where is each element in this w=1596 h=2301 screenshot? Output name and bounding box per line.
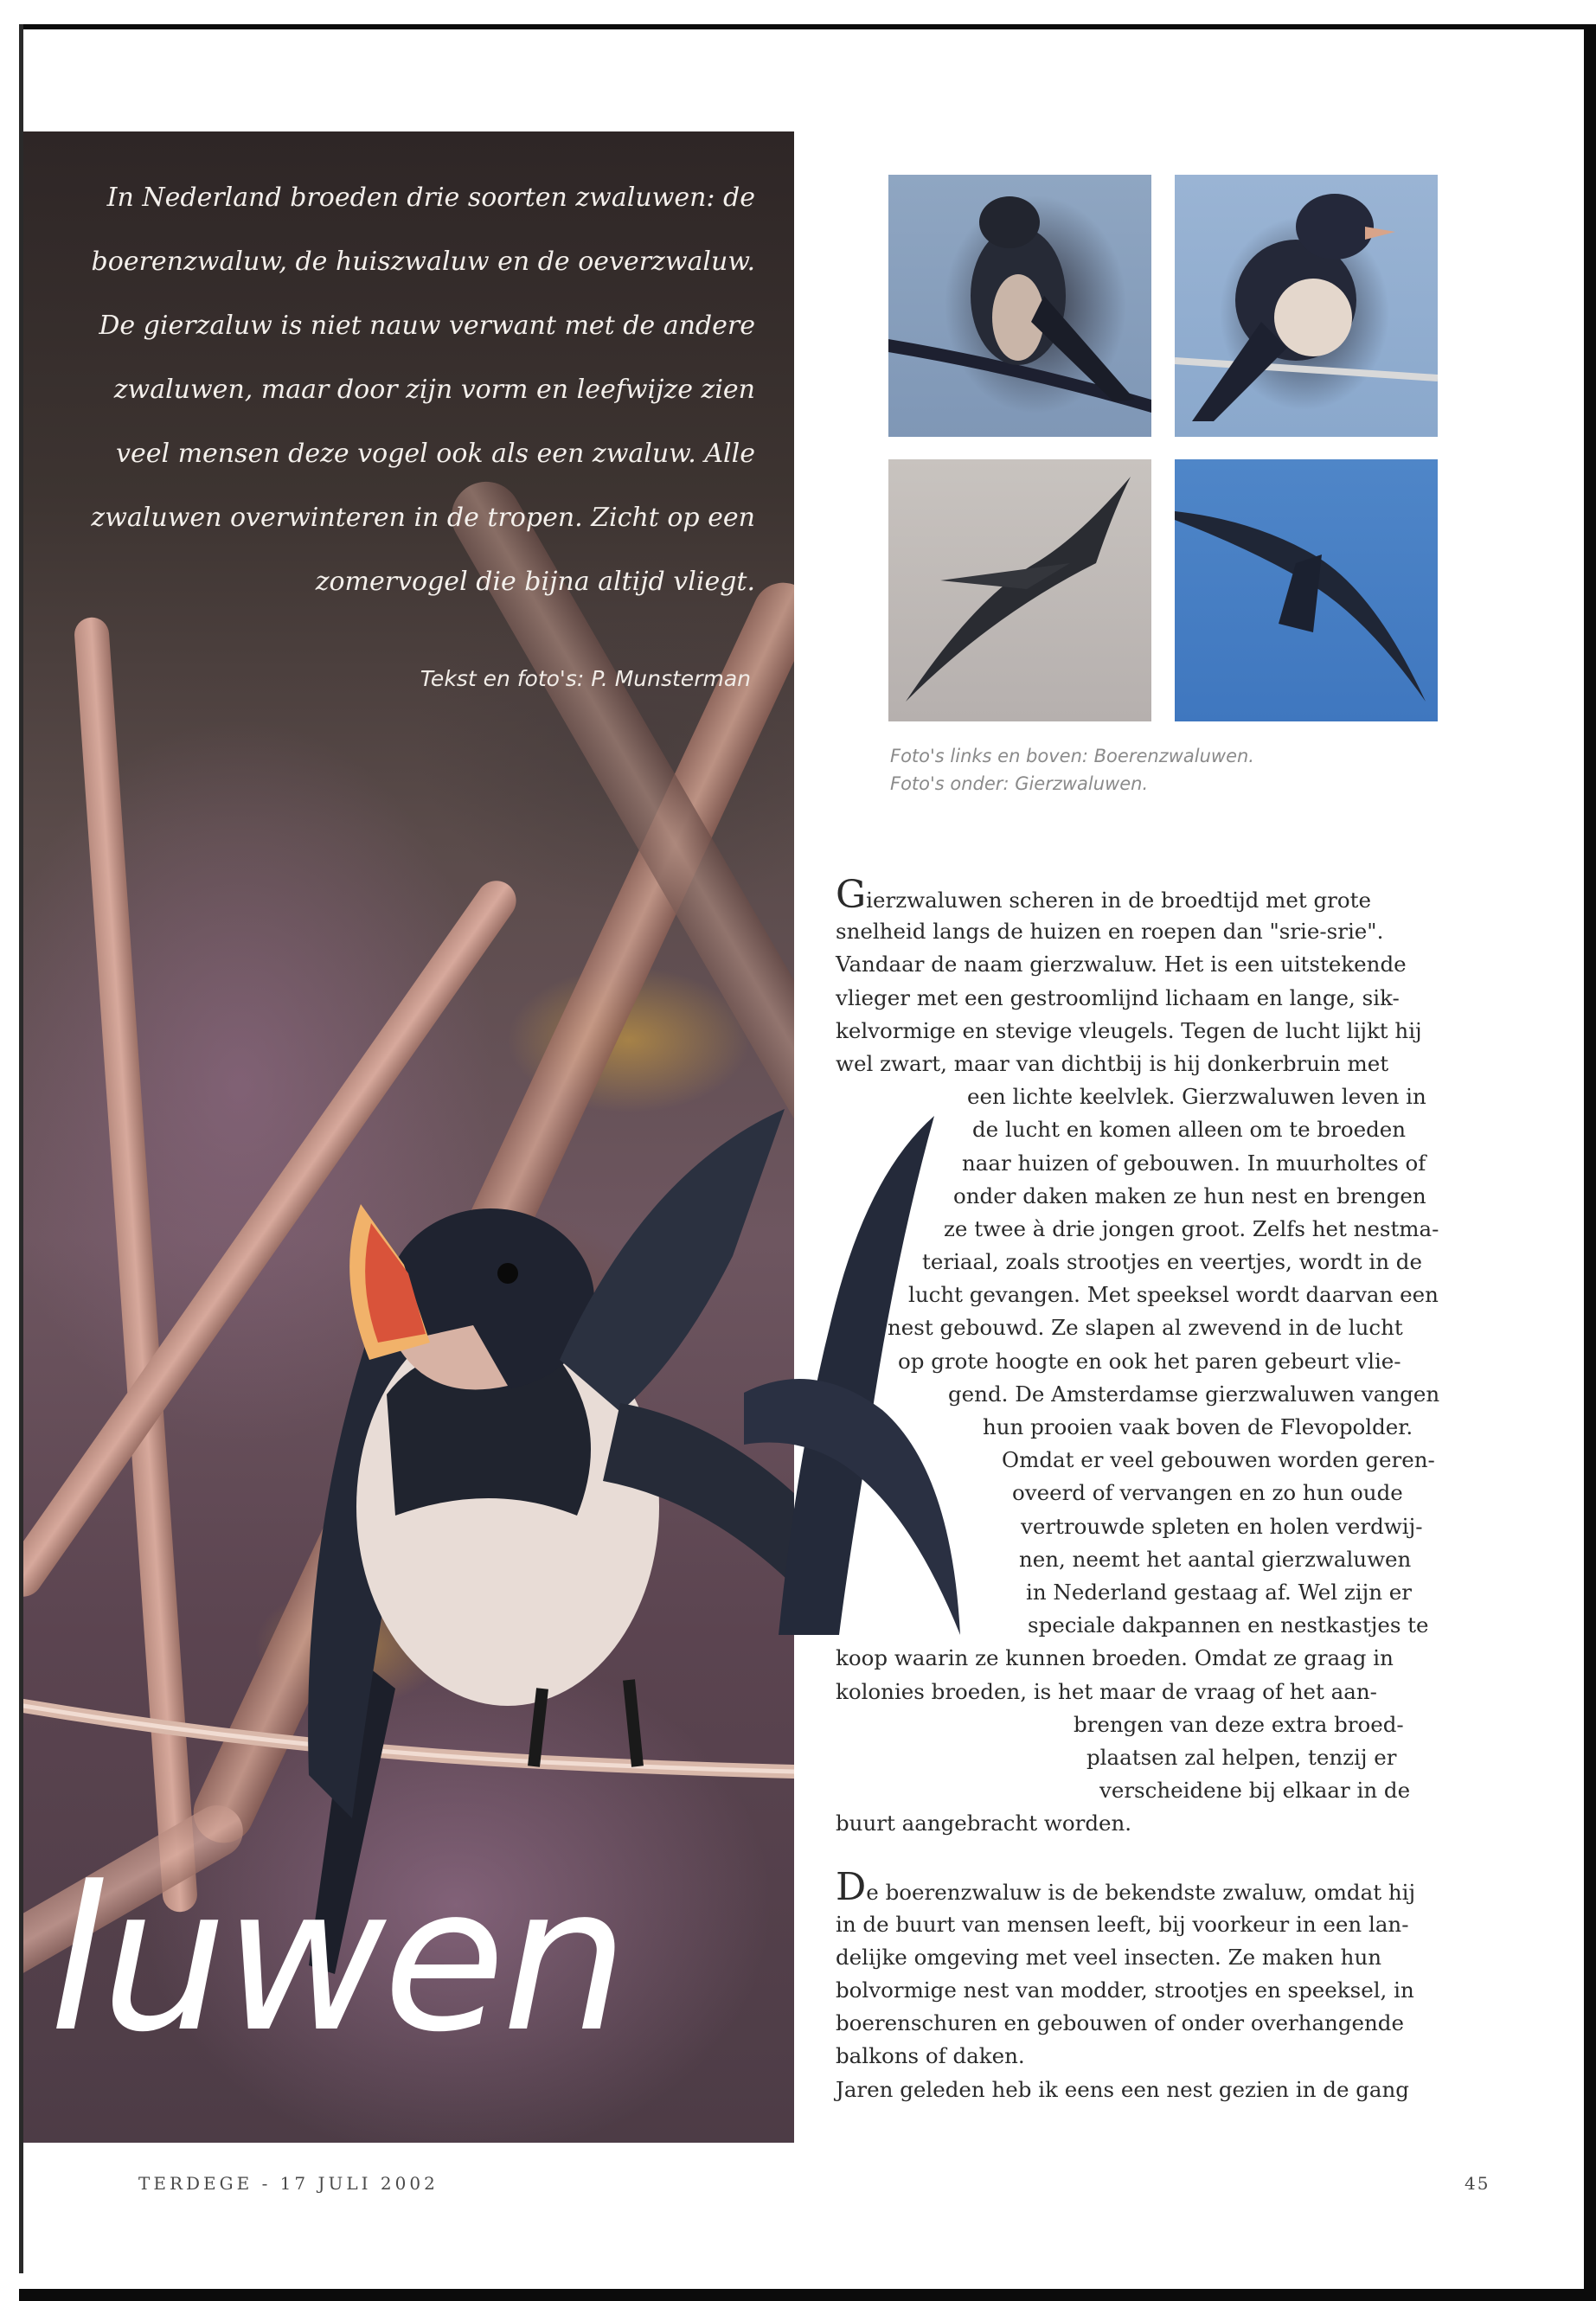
text-line: bolvormige nest van modder, strootjes en speeksel, in bbox=[836, 1977, 1414, 2003]
caption-line: Foto's links en boven: Boerenzwaluwen. bbox=[890, 746, 1254, 766]
intro-line: boerenzwaluw, de huiszwaluw en de oeverzwaluw. bbox=[91, 247, 755, 277]
photo-credit: Tekst en foto's: P. Munsterman bbox=[420, 666, 751, 691]
text-line: Jaren geleden heb ik eens een nest gezien in de gang bbox=[836, 2076, 1409, 2102]
text-line: oveerd of vervangen en zo hun oude bbox=[1012, 1480, 1403, 1506]
intro-line: zwaluwen, maar door zijn vorm en leefwijze zien bbox=[113, 375, 755, 405]
text-line: Gierzwaluwen scheren in de broedtijd met grote bbox=[836, 873, 1371, 917]
text-line: Vandaar de naam gierzwaluw. Het is een uitstekende bbox=[836, 952, 1407, 977]
intro-line: zomervogel die bijna altijd vliegt. bbox=[315, 567, 755, 597]
text-line: nest gebouwd. Ze slapen al zwevend in de lucht bbox=[888, 1315, 1403, 1341]
text-line: teriaal, zoals strootjes en veertjes, wordt in de bbox=[922, 1249, 1422, 1275]
hero-photo bbox=[23, 131, 794, 2143]
drop-cap: G bbox=[836, 873, 867, 917]
intro-line: De gierzaluw is niet nauw verwant met de andere bbox=[99, 311, 755, 341]
text-line: verscheidene bij elkaar in de bbox=[1099, 1778, 1411, 1804]
text-line: boerenschuren en gebouwen of onder overhangende bbox=[836, 2010, 1404, 2036]
text-line: koop waarin ze kunnen broeden. Omdat ze graag in bbox=[836, 1645, 1394, 1671]
text-line: in de buurt van mensen leeft, bij voorkeur in een lan- bbox=[836, 1911, 1409, 1937]
text-line: gend. De Amsterdamse gierzwaluwen vangen bbox=[948, 1381, 1440, 1407]
drop-cap: D bbox=[836, 1865, 867, 1910]
footer-page-number: 45 bbox=[1465, 2173, 1490, 2194]
text-line: brengen van deze extra broed- bbox=[1074, 1711, 1404, 1737]
intro-line: veel mensen deze vogel ook als een zwaluw. Alle bbox=[116, 439, 755, 469]
caption-line: Foto's onder: Gierzwaluwen. bbox=[890, 773, 1149, 794]
intro-quote bbox=[46, 166, 755, 614]
photo-caption bbox=[890, 742, 1375, 798]
text-line: in Nederland gestaag af. Wel zijn er bbox=[1026, 1579, 1413, 1605]
text-line: wel zwart, maar van dichtbij is hij donkerbruin met bbox=[836, 1050, 1389, 1076]
text-line: kelvormige en stevige vleugels. Tegen de lucht lijkt hij bbox=[836, 1017, 1422, 1043]
text-line: lucht gevangen. Met speeksel wordt daarvan een bbox=[908, 1282, 1439, 1308]
text-line: op grote hoogte en ook het paren gebeurt vlie- bbox=[898, 1348, 1401, 1374]
photo-common-swift-1 bbox=[888, 459, 1151, 721]
scan-edge-bottom bbox=[19, 2289, 1596, 2301]
scan-edge-right bbox=[1584, 24, 1596, 2301]
text-line: een lichte keelvlek. Gierzwaluwen leven in bbox=[967, 1084, 1426, 1110]
text-line: nen, neemt het aantal gierzwaluwen bbox=[1019, 1546, 1412, 1572]
photo-common-swift-2 bbox=[1175, 459, 1438, 721]
intro-line: zwaluwen overwinteren in de tropen. Zicht op een bbox=[91, 503, 755, 533]
text-line: speciale dakpannen en nestkastjes te bbox=[1028, 1612, 1429, 1638]
text-line: balkons of daken. bbox=[836, 2043, 1025, 2069]
text-line: hun prooien vaak boven de Flevopolder. bbox=[983, 1414, 1413, 1439]
text-line: plaatsen zal helpen, tenzij er bbox=[1086, 1744, 1397, 1770]
text-line: kolonies broeden, is het maar de vraag of het aan- bbox=[836, 1678, 1377, 1704]
text-line: snelheid langs de huizen en roepen dan "srie-srie". bbox=[836, 919, 1384, 945]
title-fragment: luwen bbox=[49, 1845, 625, 2076]
text-line: buurt aangebracht worden. bbox=[836, 1811, 1132, 1836]
text-line: vertrouwde spleten en holen verdwij- bbox=[1021, 1513, 1423, 1539]
text-line: Omdat er veel gebouwen worden geren- bbox=[1002, 1447, 1435, 1473]
text-line: ze twee à drie jongen groot. Zelfs het nestma- bbox=[944, 1215, 1439, 1241]
scan-edge-top bbox=[19, 24, 1596, 29]
text-line: vlieger met een gestroomlijnd lichaam en lange, sik- bbox=[836, 984, 1400, 1010]
text-line: De boerenzwaluw is de bekendste zwaluw, omdat hij bbox=[836, 1865, 1416, 1910]
intro-line: In Nederland broeden drie soorten zwaluwen: de bbox=[106, 183, 755, 213]
text-line: onder daken maken ze hun nest en brengen bbox=[953, 1183, 1426, 1208]
photo-barn-swallow-1 bbox=[888, 175, 1151, 437]
text-line: naar huizen of gebouwen. In muurholtes of bbox=[962, 1150, 1426, 1176]
text-line: delijke omgeving met veel insecten. Ze maken hun bbox=[836, 1944, 1382, 1970]
photo-barn-swallow-2 bbox=[1175, 175, 1438, 437]
text-line: de lucht en komen alleen om te broeden bbox=[972, 1117, 1407, 1143]
footer-publication: TERDEGE - 17 JULI 2002 bbox=[138, 2173, 439, 2194]
swallow-wing-overlay bbox=[744, 1099, 969, 1635]
